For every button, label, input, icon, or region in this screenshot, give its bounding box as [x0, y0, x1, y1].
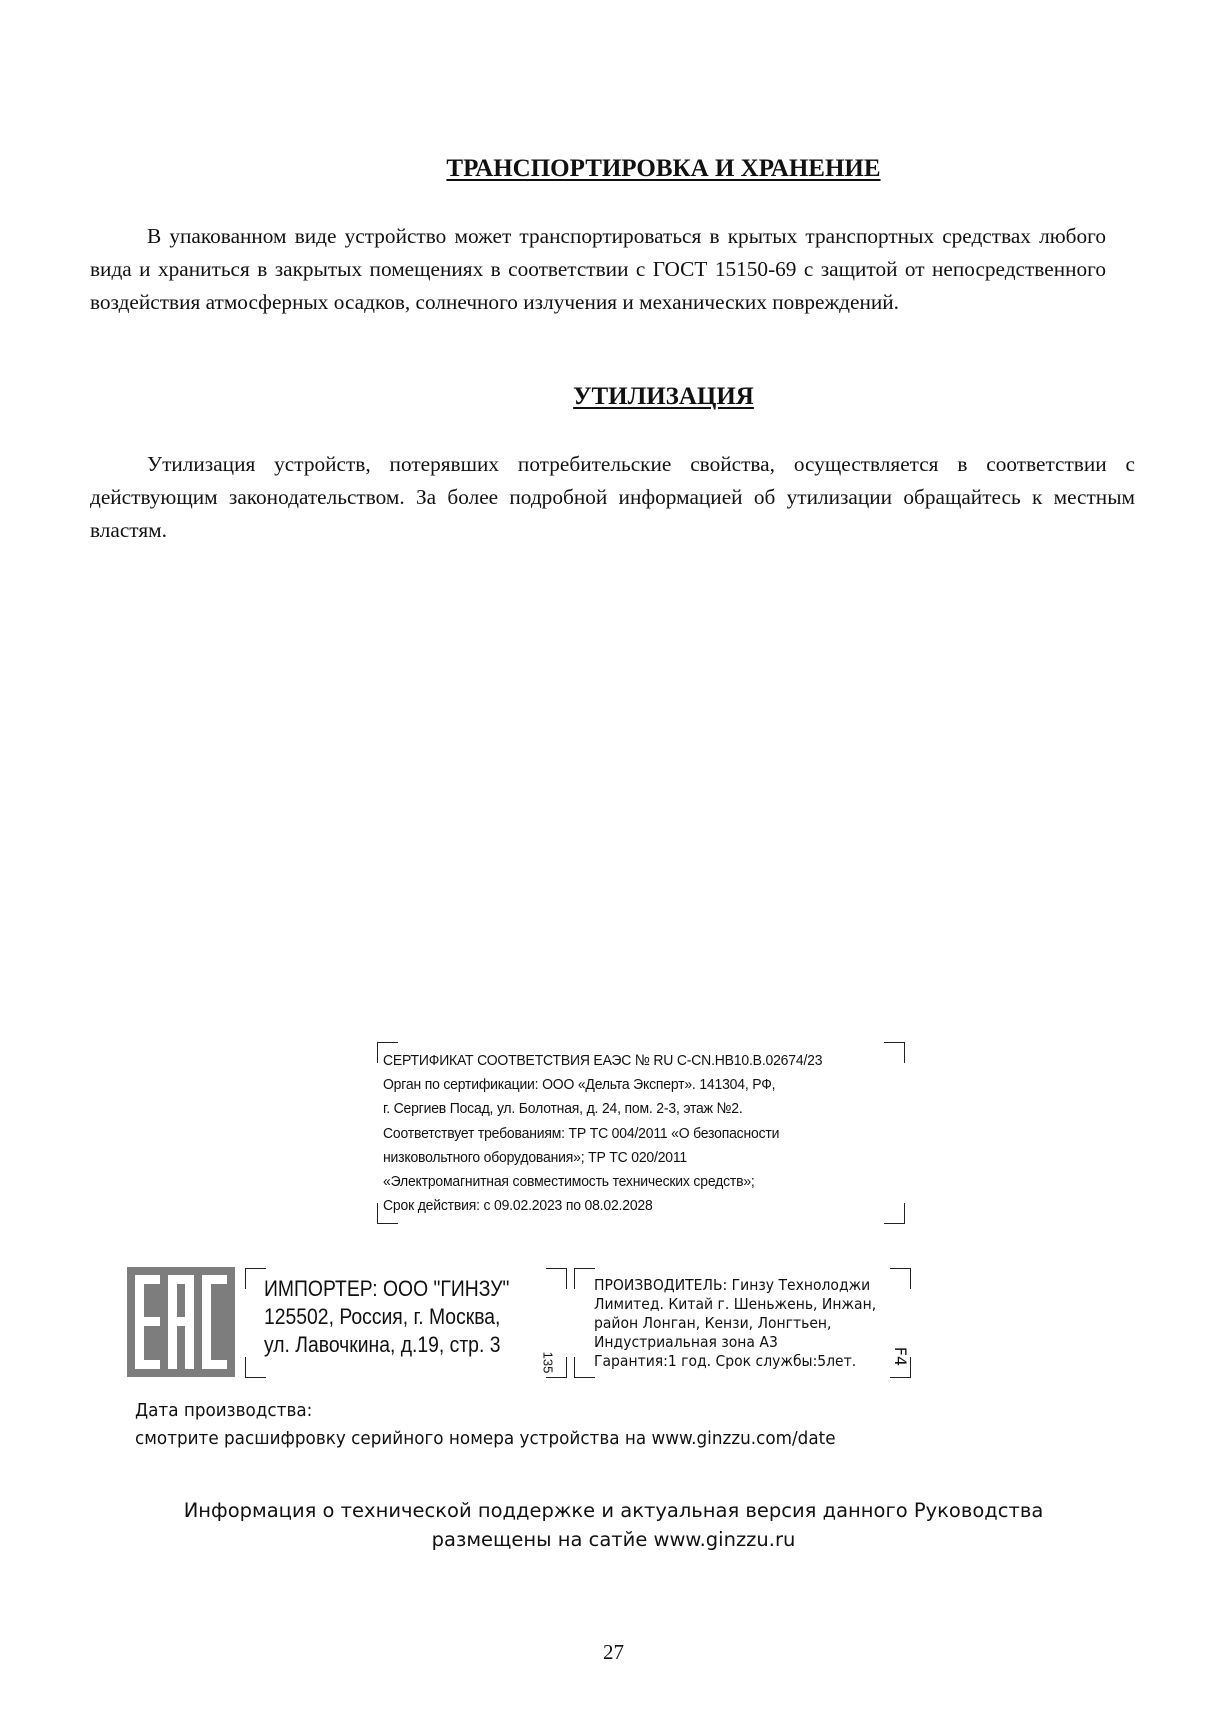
manufacturer-line: Гарантия:1 год. Срок службы:5лет. [594, 1352, 857, 1370]
manufacturer-block [574, 1268, 911, 1378]
corner-mark [884, 1042, 905, 1063]
certificate-line: г. Сергиев Посад, ул. Болотная, д. 24, пом. 2-3, этаж №2. [383, 1100, 743, 1118]
manufacturer-line: Индустриальная зона А3 [594, 1333, 778, 1351]
disposal-heading: УТИЛИЗАЦИЯ [573, 383, 754, 410]
transport-paragraph: В упакованном виде устройство может транспортироваться в крытых транспортных средствах любого вида и храниться в закрытых помещениях в соответствии с ГОСТ 15150-69 с защитой от непосредственного воздействия атмосферных осадков, солнечного излучения и механических повреждений. [90, 224, 1106, 314]
manufacturer-line: Лимитед. Китай г. Шеньжень, Инжан, [594, 1295, 877, 1313]
manufacturer-line: район Лонган, Кензи, Лонгтьен, [594, 1314, 832, 1332]
page-number: 27 [603, 1640, 624, 1664]
production-date-label: Дата производства: [135, 1401, 313, 1421]
manufacturer-text [594, 1276, 876, 1371]
importer-code: 135 [540, 1351, 556, 1374]
importer-line: 125502, Россия, г. Москва, [264, 1304, 501, 1329]
certificate-line: низковольтного оборудования»; ТР ТС 020/2011 [383, 1148, 688, 1166]
corner-mark [546, 1268, 567, 1289]
production-date-text: смотрите расшифровку серийного номера устройства на www.ginzzu.com/date [135, 1429, 836, 1449]
certificate-line: Срок действия: с 09.02.2023 по 08.02.2028 [383, 1197, 653, 1215]
certificate-line: Соответствует требованиям: ТР ТС 004/2011 «О безопасности [383, 1124, 780, 1142]
support-line: Информация о технической поддержке и актуальная версия данного Руководства [183, 1499, 1044, 1522]
disposal-paragraph: Утилизация устройств, потерявших потребительские свойства, осуществляется в соответствии с действующим законодательством. За более подробной информацией об утилизации обращайтесь к местным властям. [90, 452, 1135, 542]
importer-line: ул. Лавочкина, д.19, стр. 3 [264, 1332, 501, 1357]
production-date [135, 1397, 836, 1453]
importer-block [245, 1268, 567, 1378]
certificate-block [377, 1042, 905, 1224]
support-info [50, 1496, 1177, 1554]
corner-mark [574, 1357, 595, 1378]
corner-mark [245, 1268, 266, 1289]
importer-text [264, 1275, 509, 1359]
certificate-text [383, 1049, 857, 1218]
corner-mark [574, 1268, 595, 1289]
corner-mark [890, 1268, 911, 1289]
transport-heading: ТРАНСПОРТИРОВКА И ХРАНЕНИЕ [446, 155, 881, 182]
support-line: размещены на сатйе www.ginzzu.ru [431, 1528, 796, 1551]
corner-mark [884, 1203, 905, 1224]
certificate-line: «Электромагнитная совместимость технических средств»; [383, 1172, 755, 1190]
eac-logo [127, 1267, 235, 1377]
manufacturer-code: F4 [890, 1346, 910, 1367]
importer-line: ИМПОРТЕР: ООО "ГИНЗУ" [264, 1276, 510, 1301]
certificate-line: Орган по сертификации: ООО «Дельта Эксперт». 141304, РФ, [383, 1076, 776, 1094]
certificate-line: СЕРТИФИКАТ СООТВЕТСТВИЯ ЕАЭС № RU C-CN.НВ10.В.02674/23 [383, 1052, 823, 1069]
corner-mark [245, 1357, 266, 1378]
manufacturer-line: ПРОИЗВОДИТЕЛЬ: Гинзу Технолоджи [594, 1276, 871, 1294]
